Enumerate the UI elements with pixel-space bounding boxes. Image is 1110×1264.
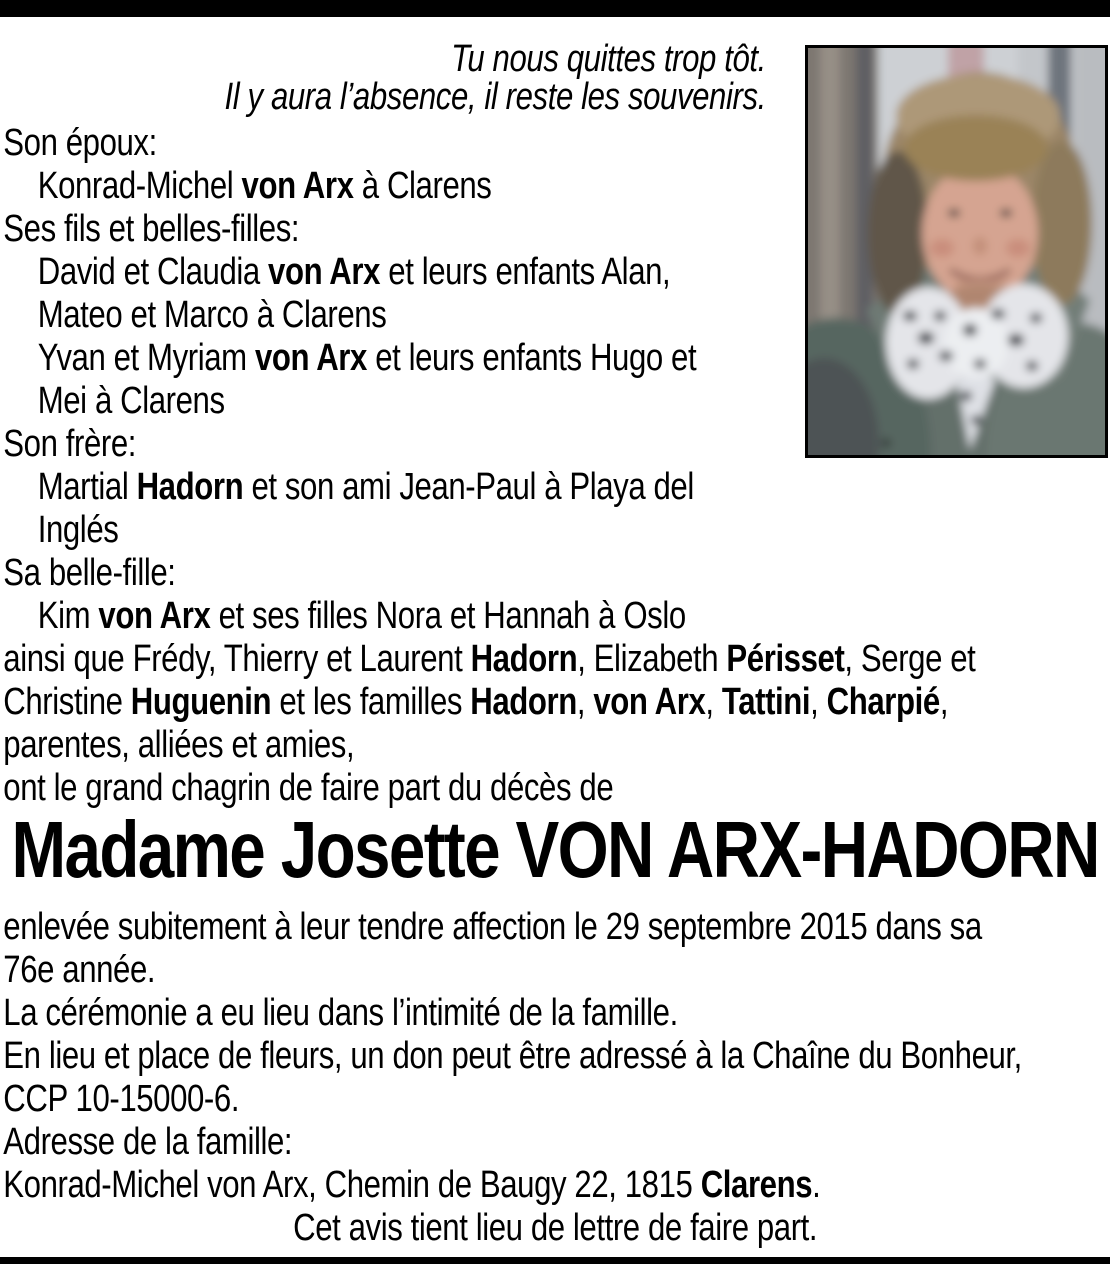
announcement-line bbox=[0, 1078, 1110, 1121]
text-segment: Tattini bbox=[721, 681, 811, 723]
text-segment: , bbox=[810, 681, 827, 723]
text-segment: , bbox=[576, 681, 594, 723]
body-line bbox=[0, 509, 1110, 552]
text-segment: , Elizabeth bbox=[577, 638, 727, 680]
family-lines bbox=[0, 122, 1110, 810]
body-line bbox=[0, 380, 1110, 423]
text-segment: Martial bbox=[37, 466, 137, 508]
text-segment: Périsset bbox=[726, 638, 845, 680]
text-segment: ont le grand chagrin de faire part du décès de bbox=[3, 767, 614, 809]
text-segment: von Arx bbox=[268, 251, 381, 293]
text-segment: von Arx bbox=[241, 165, 354, 207]
text-segment: et leurs enfants Hugo et bbox=[366, 337, 697, 379]
text-segment: ainsi que Frédy, Thierry et Laurent bbox=[3, 638, 471, 680]
body-line bbox=[0, 165, 1110, 208]
text-segment: à Clarens bbox=[353, 165, 492, 207]
body-line bbox=[0, 466, 1110, 509]
epigraph bbox=[0, 40, 766, 116]
text-segment: et ses filles Nora et Hannah à Oslo bbox=[210, 595, 686, 637]
body-line bbox=[0, 122, 1110, 165]
announcement-line bbox=[0, 1164, 1110, 1207]
text-segment: Ses fils et belles-filles: bbox=[3, 208, 300, 250]
body-line bbox=[0, 208, 1110, 251]
text-segment: Son frère: bbox=[3, 423, 137, 465]
body-line bbox=[0, 767, 1110, 810]
text-segment: Mei à Clarens bbox=[37, 380, 225, 422]
text-segment: Christine bbox=[3, 681, 131, 723]
text-segment: David et Claudia bbox=[37, 251, 269, 293]
text-segment: von Arx bbox=[98, 595, 211, 637]
text-segment: En lieu et place de fleurs, un don peut être adressé à la Chaîne du Bonheur, bbox=[3, 1035, 1022, 1077]
body-line bbox=[0, 595, 1110, 638]
announcement-line bbox=[0, 1121, 1110, 1164]
text-segment: Konrad-Michel von Arx, Chemin de Baugy 22, 1815 bbox=[3, 1164, 701, 1206]
text-segment: Son époux: bbox=[3, 122, 157, 164]
announcement-line bbox=[0, 949, 1110, 992]
text-segment: Adresse de la famille: bbox=[3, 1121, 293, 1163]
text-segment: Hadorn bbox=[470, 638, 578, 680]
text-segment: et son ami Jean-Paul à Playa del bbox=[243, 466, 694, 508]
text-segment: 76e année. bbox=[3, 949, 156, 991]
text-segment: von Arx bbox=[254, 337, 367, 379]
epigraph-line-2: Il y aura l’absence, il reste les souvenirs. bbox=[224, 76, 766, 118]
body-line bbox=[0, 294, 1110, 337]
body-line bbox=[0, 552, 1110, 595]
text-segment: Cet avis tient lieu de lettre de faire part. bbox=[293, 1207, 818, 1249]
announcement-lines bbox=[0, 906, 1110, 1250]
bottom-border-bar bbox=[0, 1257, 1110, 1264]
text-segment: parentes, alliées et amies, bbox=[3, 724, 355, 766]
announcement-line bbox=[0, 1207, 1110, 1250]
body-line bbox=[0, 423, 1110, 466]
text-segment: Mateo et Marco à Clarens bbox=[37, 294, 387, 336]
text-segment: Hadorn bbox=[470, 681, 577, 723]
deceased-name-title: Madame Josette VON ARX-HADORN bbox=[11, 805, 1099, 894]
body-line bbox=[0, 681, 1110, 724]
text-segment: , bbox=[939, 681, 949, 723]
announcement-line bbox=[0, 1035, 1110, 1078]
text-segment: Huguenin bbox=[130, 681, 272, 723]
text-segment: , bbox=[705, 681, 722, 723]
text-segment: CCP 10-15000-6. bbox=[3, 1078, 240, 1120]
text-segment: et les familles bbox=[271, 681, 471, 723]
body-line bbox=[0, 724, 1110, 767]
text-segment: Sa belle-fille: bbox=[3, 552, 176, 594]
text-segment: Inglés bbox=[37, 509, 119, 551]
text-segment: . bbox=[812, 1164, 821, 1206]
epigraph-line-1: Tu nous quittes trop tôt. bbox=[451, 38, 766, 80]
text-segment: et leurs enfants Alan, bbox=[380, 251, 671, 293]
text-segment: Konrad-Michel bbox=[37, 165, 242, 207]
body-line bbox=[0, 251, 1110, 294]
text-segment: von Arx bbox=[593, 681, 706, 723]
text-segment: Charpié bbox=[826, 681, 940, 723]
text-segment: enlevée subitement à leur tendre affection le 29 septembre 2015 dans sa bbox=[3, 906, 982, 948]
body-line bbox=[0, 337, 1110, 380]
body-line bbox=[0, 638, 1110, 681]
text-segment: La cérémonie a eu lieu dans l’intimité de la famille. bbox=[3, 992, 678, 1034]
text-segment: Yvan et Myriam bbox=[37, 337, 255, 379]
text-segment: Kim bbox=[37, 595, 99, 637]
announcement-line bbox=[0, 992, 1110, 1035]
text-segment: , Serge et bbox=[844, 638, 976, 680]
announcement-line bbox=[0, 906, 1110, 949]
text-segment: Hadorn bbox=[136, 466, 244, 508]
text-segment: Clarens bbox=[700, 1164, 813, 1206]
